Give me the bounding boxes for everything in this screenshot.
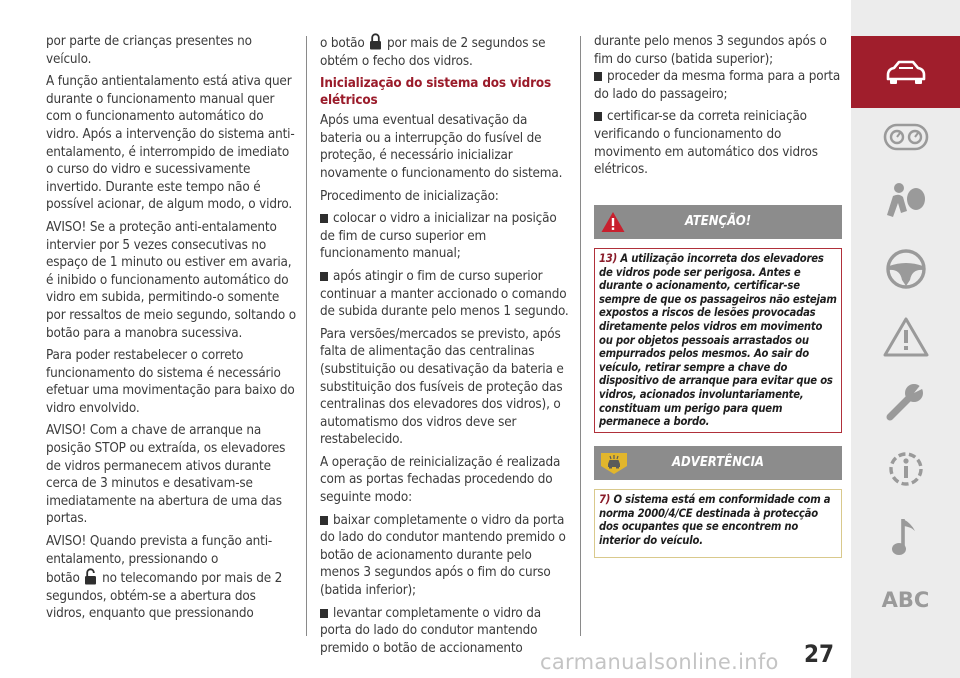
bullet-item <box>594 108 844 178</box>
technical-data-icon <box>883 446 929 492</box>
music-note-icon <box>889 515 923 559</box>
bullet-item <box>320 210 570 263</box>
chapter-tab-multimedia[interactable] <box>851 512 960 562</box>
bullet-text: proceder da mesma forma para a porta do lado do passageiro; <box>594 69 841 102</box>
bullet-square-icon <box>320 609 328 618</box>
bullet-text: certificar-se da correta reiniciação verificando o funcionamento do movimento em automático dos vidros elétricos. <box>594 109 818 178</box>
index-abc-label: ABC <box>881 588 930 612</box>
advertencia-title: ADVERTÊNCIA <box>672 455 764 470</box>
bullet-text: após atingir o fim de curso superior continuar a manter accionado o comando de subida durante pelo menos 1 segundo. <box>320 268 569 320</box>
paragraph: por parte de crianças presentes no veículo. <box>46 34 252 67</box>
chapter-tab-starting-driving[interactable] <box>851 242 960 296</box>
bullet-text: colocar o vidro a inicializar na posição de fim de curso superior em funcionamento manual; <box>320 211 557 262</box>
section-heading: Inicialização do sistema dos vidros elétricos <box>320 76 552 109</box>
page-number: 27 <box>804 640 835 668</box>
column-divider <box>580 36 581 636</box>
safety-icon <box>883 181 929 225</box>
bullet-text: levantar completamente o vidro da porta do lado do condutor mantendo premido o botão de accionamento <box>320 605 542 656</box>
padlock-closed-icon <box>369 33 382 50</box>
paragraph <box>320 33 570 70</box>
bullet-text: baixar completamente o vidro da porta do lado do condutor mantendo premido o botão de acionamento durante pelo menos 3 segundos após o fim do curso (batida inferior); <box>320 512 566 599</box>
paragraph: A função antientalamento está ativa quer durante o funcionamento manual quer com o funcionamento automático do vidro. Após a intervenção do sistema anti-entalamento, é interrompido de imediato o curso do vidro e sucessivamente invertido. Durante este tempo não é possível acionar, de algum modo, o vidro. <box>46 74 295 213</box>
chapter-tab-safety[interactable] <box>851 178 960 228</box>
text-span: botão <box>46 571 80 587</box>
attention-box <box>594 248 842 433</box>
text-column-1 <box>46 33 298 623</box>
bullet-item <box>594 68 844 103</box>
bullet-square-icon <box>320 272 328 281</box>
paragraph: AVISO! Se a proteção anti-entalamento intervier por 5 vezes consecutivas no espaço de 1 minuto ou estiver em avaria, é inibido o funcionamento automático do vidro em subida, permitindo-o somente por ressaltos de meio segundo, soltando o botão para a manobra sucessiva. <box>46 219 296 341</box>
note-reference: 7) <box>599 493 611 506</box>
bullet-square-icon <box>320 214 328 223</box>
bullet-item <box>320 605 570 658</box>
bullet-square-icon <box>320 516 328 525</box>
paragraph: Após uma eventual desativação da bateria ou a interrupção do fusível de proteção, é necessário inicializar novamente o funcionamento do sistema. <box>320 113 563 181</box>
steering-wheel-icon <box>884 247 928 291</box>
paragraph: Para poder restabelecer o correto funcionamento do sistema é necessário efetuar uma movimentação para baixo do vidro envolvido. <box>46 348 295 416</box>
bullet-square-icon <box>594 112 602 121</box>
paragraph: Para versões/mercados se previsto, após falta de alimentação das centralinas (substituição ou desativação da bateria e substituição dos fusíveis de proteção das centralinas dos elevadores dos vidros), o automatismo dos vidros deve ser restabelecido. <box>320 326 564 448</box>
watermark: carmanualsonline.info <box>540 650 779 674</box>
wrench-icon <box>884 381 928 425</box>
paragraph: durante pelo menos 3 segundos após o fim do curso (batida superior); <box>594 34 827 67</box>
text-span: no telecomando por mais de 2 segundos, obtém-se a abertura dos vidros, enquanto que pressionando <box>46 571 283 622</box>
dashboard-icon <box>883 122 929 152</box>
attention-text <box>595 249 841 433</box>
attention-title: ATENÇÃO! <box>684 214 752 229</box>
chapter-sidebar <box>851 0 960 678</box>
bullet-square-icon <box>594 72 602 81</box>
text-column-2 <box>320 33 570 662</box>
note-text: O sistema está em conformidade com a norma 2000/4/CE destinada à protecção dos ocupantes que se encontrem no interior do veículo. <box>599 493 831 547</box>
note-reference: 13) <box>599 252 618 265</box>
car-icon <box>884 59 928 85</box>
paragraph <box>46 533 298 623</box>
warning-triangle-icon <box>882 316 930 358</box>
text-column-3 <box>594 33 844 184</box>
chapter-tab-vehicle[interactable] <box>851 36 960 108</box>
attention-header <box>594 205 842 239</box>
note-text: A utilização incorreta dos elevadores de vidros pode ser perigosa. Antes e durante o acionamento, certificar-se sempre de que os passageiros não estejam expostos a riscos de lesões provocadas diretamente pelos vidros em movimento ou por objetos pessoais arrastados ou empurrados pelos mesmos. Ao sair do veículo, retirar sempre a chave do dispositivo de arranque para evitar que os vidros, acionados involuntariamente, constituam um perigo para quem permanece a bordo. <box>599 252 837 429</box>
chapter-tab-maintenance[interactable] <box>851 378 960 428</box>
bullet-item <box>320 268 570 321</box>
paragraph: Procedimento de inicialização: <box>320 188 499 204</box>
chapter-tab-dashboard[interactable] <box>851 114 960 160</box>
chapter-tab-emergency[interactable] <box>851 312 960 362</box>
chapter-tab-technical-data[interactable] <box>851 442 960 496</box>
advertencia-box <box>594 489 842 558</box>
column-divider <box>306 36 307 636</box>
paragraph: AVISO! Com a chave de arranque na posição STOP ou extraída, os elevadores de vidros permanecem ativos durante cerca de 3 minutos e desativam-se imediatamente na abertura de uma das portas. <box>46 423 286 527</box>
text-span: por mais de 2 segundos se obtém o fecho dos vidros. <box>320 36 546 69</box>
advertencia-header <box>594 446 842 480</box>
advertencia-text <box>595 490 841 551</box>
bullet-item <box>320 512 570 600</box>
chapter-tab-index[interactable] <box>851 582 960 618</box>
padlock-open-icon <box>84 568 97 585</box>
paragraph: A operação de reinicialização é realizada com as portas fechadas procedendo do seguinte modo: <box>320 454 561 506</box>
text-span: AVISO! Quando prevista a função anti-entalamento, pressionando o <box>46 534 273 567</box>
text-span: o botão <box>320 36 365 51</box>
